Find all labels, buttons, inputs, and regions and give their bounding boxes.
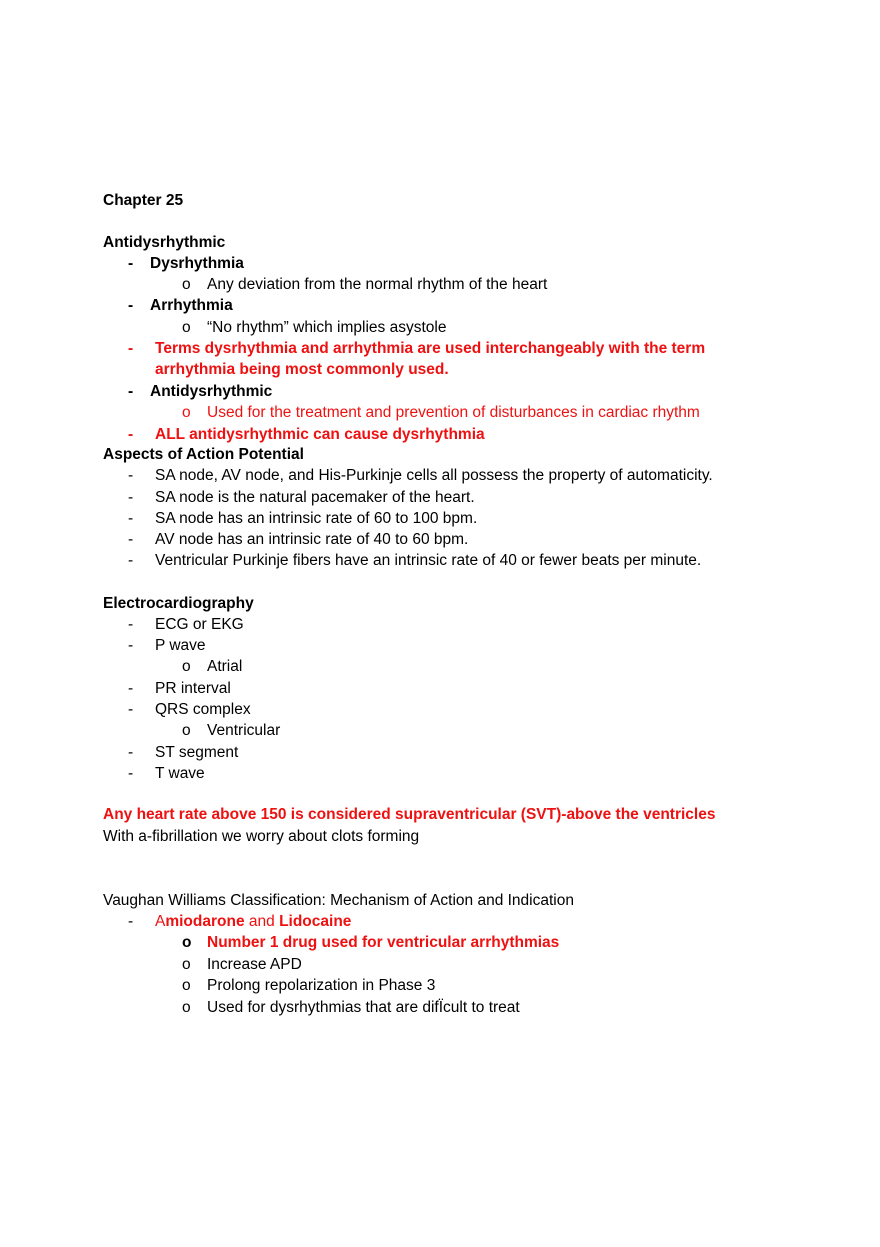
term-dysrhythmia: Dysrhythmia	[150, 255, 244, 272]
list-item: SA node is the natural pacemaker of the heart.	[155, 489, 475, 506]
drug-a-letter: A	[155, 913, 166, 930]
p-wave-sub: Atrial	[207, 658, 243, 675]
dash-marker: -	[128, 531, 134, 548]
definition-dysrhythmia: Any deviation from the normal rhythm of the heart	[207, 276, 548, 293]
dash-marker: -	[128, 680, 134, 697]
afib-note: With a-fibrillation we worry about clots forming	[103, 828, 420, 845]
list-item: Ventricular Purkinje fibers have an intrinsic rate of 40 or fewer beats per minute.	[155, 552, 702, 569]
dash-marker: -	[128, 297, 134, 314]
qrs-sub: Ventricular	[207, 722, 281, 739]
drug-line	[155, 912, 351, 932]
dash-marker: -	[128, 701, 134, 718]
drug-sub-item: Used for dysrhythmias that are difÏcult to treat	[207, 999, 520, 1016]
bullet-marker: o	[182, 956, 191, 973]
bullet-marker: o	[182, 319, 191, 336]
drug-b: Lidocaine	[279, 913, 352, 930]
section-heading-electrocardiography: Electrocardiography	[103, 595, 254, 612]
definition-arrhythmia: “No rhythm” which implies asystole	[207, 319, 447, 336]
all-antidysrhythmic-note: ALL antidysrhythmic can cause dysrhythmia	[155, 426, 485, 443]
svt-note: Any heart rate above 150 is considered supraventricular (SVT)-above the ventricles	[103, 806, 716, 823]
section-heading-action-potential: Aspects of Action Potential	[103, 446, 304, 463]
drug-sub-item: Increase APD	[207, 956, 302, 973]
dash-marker: -	[128, 426, 134, 443]
list-item: AV node has an intrinsic rate of 40 to 60 bpm.	[155, 531, 469, 548]
dash-marker: -	[128, 255, 134, 272]
dash-marker: -	[128, 489, 134, 506]
bullet-marker: o	[182, 977, 191, 994]
bullet-marker: o	[182, 999, 191, 1016]
list-item: SA node, AV node, and His-Purkinje cells all possess the property of automaticity.	[155, 467, 713, 484]
bullet-marker: o	[182, 276, 191, 293]
dash-marker: -	[128, 616, 134, 633]
term-arrhythmia: Arrhythmia	[150, 297, 233, 314]
dash-marker: -	[128, 637, 134, 654]
terms-note-line2: arrhythmia being most commonly used.	[155, 361, 449, 378]
t-wave-item: T wave	[155, 765, 205, 782]
section-heading-antidysrhythmic: Antidysrhythmic	[103, 234, 226, 251]
list-item: SA node has an intrinsic rate of 60 to 100 bpm.	[155, 510, 478, 527]
drug-sub-item: Number 1 drug used for ventricular arrhythmias	[207, 934, 560, 951]
terms-note-line1: Terms dysrhythmia and arrhythmia are used interchangeably with the term	[155, 340, 706, 357]
term-antidysrhythmic: Antidysrhythmic	[150, 383, 273, 400]
ecg-item: ECG or EKG	[155, 616, 244, 633]
section-heading-vaughan-williams: Vaughan Williams Classification: Mechanism of Action and Indication	[103, 892, 574, 909]
bullet-marker: o	[182, 658, 191, 675]
chapter-title: Chapter 25	[103, 192, 184, 209]
dash-marker: -	[128, 744, 134, 761]
bullet-marker: o	[182, 722, 191, 739]
p-wave-item: P wave	[155, 637, 206, 654]
definition-antidysrhythmic: Used for the treatment and prevention of disturbances in cardiac rhythm	[207, 404, 700, 421]
pr-interval-item: PR interval	[155, 680, 231, 697]
dash-marker: -	[128, 383, 134, 400]
dash-marker: -	[128, 552, 134, 569]
dash-marker: -	[128, 467, 134, 484]
drug-and: and	[244, 913, 280, 930]
drug-sub-item: Prolong repolarization in Phase 3	[207, 977, 436, 994]
dash-marker: -	[128, 765, 134, 782]
drug-a-rest: miodarone	[165, 913, 245, 930]
st-segment-item: ST segment	[155, 744, 239, 761]
dash-marker: -	[128, 340, 134, 357]
bullet-marker: o	[182, 404, 191, 421]
dash-marker: -	[128, 913, 134, 930]
dash-marker: -	[128, 510, 134, 527]
qrs-item: QRS complex	[155, 701, 251, 718]
bullet-marker: o	[182, 934, 192, 951]
